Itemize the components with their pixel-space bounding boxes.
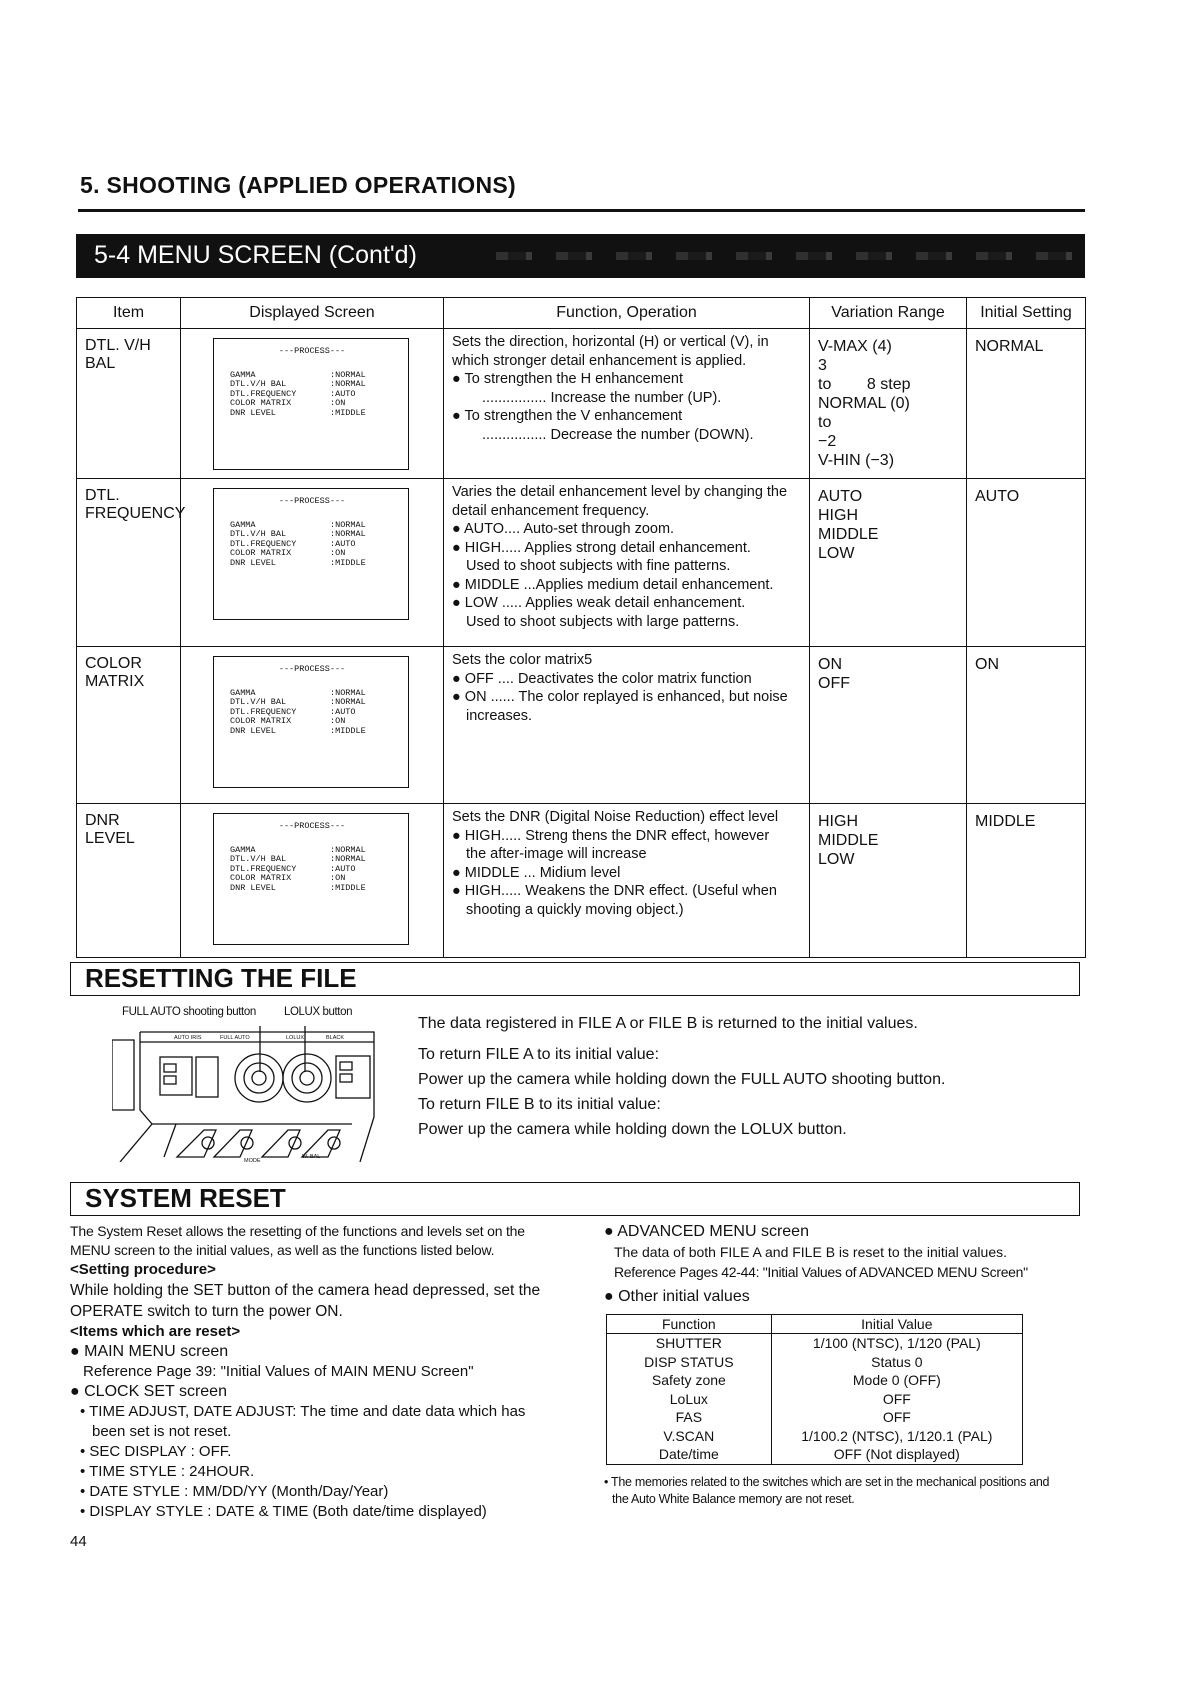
screen-line-value: :MIDDLE — [330, 882, 366, 893]
screen-line-key: GAMMA — [230, 844, 256, 855]
resetting-line-3: Power up the camera while holding down the FULL AUTO shooting button. — [418, 1071, 946, 1088]
menu-row — [77, 804, 1086, 958]
screen-line-key: COLOR MATRIX — [230, 716, 292, 726]
clock-item-3: • TIME STYLE : 24HOUR. — [80, 1463, 255, 1480]
function-line: ● ON ...... The color replayed is enhanced, but noise — [452, 689, 788, 705]
screen-line-key: DTL.FREQUENCY — [230, 863, 297, 874]
screen-line-value: :AUTO — [330, 706, 356, 717]
variation-range-values: ON OFF — [818, 656, 850, 692]
screen-line-key: DTL.V/H BAL — [230, 529, 287, 539]
menu-table — [76, 297, 1086, 958]
menu-item-name: COLOR MATRIX — [77, 647, 181, 804]
resetting-text — [418, 1011, 945, 1142]
initial-table-row — [607, 1408, 1023, 1427]
initial-table-value: OFF — [771, 1408, 1022, 1427]
screen-title: ---PROCESS--- — [278, 496, 346, 506]
function-line: ................ Decrease the number (DOWN). — [482, 426, 754, 443]
function-line: Sets the direction, horizontal (H) or vertical (V), in which stronger detail enhancement is applied. — [452, 334, 769, 369]
advanced-menu-item: ● ADVANCED MENU screen — [604, 1223, 809, 1240]
function-operation-cell — [444, 479, 810, 647]
screen-line-key: DNR LEVEL — [230, 407, 276, 418]
initial-setting-cell: AUTO — [967, 479, 1086, 647]
initial-table-row — [607, 1353, 1023, 1372]
initial-table-function: V.SCAN — [607, 1427, 772, 1446]
header-initial: Initial Setting — [967, 298, 1086, 329]
advanced-menu-reference: Reference Pages 42-44: "Initial Values of ADVANCED MENU Screen" — [614, 1264, 1028, 1280]
section-banner-title: 5-4 MENU SCREEN (Cont'd) — [94, 241, 417, 269]
function-line: ● HIGH..... Streng thens the DNR effect, however — [452, 827, 770, 844]
screen-line-key: COLOR MATRIX — [230, 873, 292, 883]
setting-procedure-heading: <Setting procedure> — [70, 1261, 216, 1278]
menu-row — [77, 479, 1086, 647]
screen-line-value: :NORMAL — [330, 519, 366, 530]
initial-values-table — [606, 1314, 1023, 1465]
clock-item-4: • DATE STYLE : MM/DD/YY (Month/Day/Year) — [80, 1483, 389, 1500]
menu-table-header — [77, 298, 1086, 329]
clock-set-item: ● CLOCK SET screen — [70, 1383, 227, 1400]
function-line: ................ Increase the number (UP). — [482, 389, 722, 406]
function-line: ● MIDDLE ...Applies medium detail enhancement. — [452, 576, 774, 593]
resetting-line-2: To return FILE A to its initial value: — [418, 1046, 660, 1063]
resetting-line-5: Power up the camera while holding down the LOLUX button. — [418, 1121, 847, 1138]
initial-table-function: FAS — [607, 1408, 772, 1427]
screen-line-value: :AUTO — [330, 863, 356, 874]
resetting-line-4: To return FILE B to its initial value: — [418, 1096, 661, 1113]
function-line: Sets the DNR (Digital Noise Reduction) effect level — [452, 809, 779, 825]
memories-note: • The memories related to the switches which are set in the mechanical positions and the Auto White Balance memory are not reset. — [604, 1475, 1050, 1506]
screen-title: ---PROCESS--- — [278, 664, 346, 674]
screen-line-value: :NORMAL — [330, 697, 366, 707]
function-line: increases. — [466, 707, 533, 724]
screen-line — [230, 559, 408, 569]
screen-line-key: DTL.FREQUENCY — [230, 706, 297, 717]
screen-line-key: GAMMA — [230, 369, 256, 380]
menu-screen-preview — [213, 338, 409, 470]
initial-table-value: OFF — [771, 1390, 1022, 1409]
displayed-screen-cell — [181, 647, 444, 804]
system-reset-intro: The System Reset allows the resetting of the functions and levels set on the MENU screen to the initial values, as well as the functions listed below. — [70, 1223, 525, 1258]
section-banner — [76, 234, 1085, 278]
chapter-rule — [78, 209, 1085, 212]
screen-line-value: :NORMAL — [330, 687, 366, 698]
clock-item-5: • DISPLAY STYLE : DATE & TIME (Both date/time displayed) — [80, 1503, 487, 1520]
resetting-title: RESETTING THE FILE — [85, 963, 357, 993]
screen-line-value: :AUTO — [330, 538, 356, 549]
clock-item-1: • TIME ADJUST, DATE ADJUST: The time and date data which has been set is not reset. — [80, 1403, 526, 1440]
screen-line — [230, 884, 408, 894]
resetting-section-box — [70, 962, 1080, 996]
screen-line-value: :MIDDLE — [330, 557, 366, 568]
menu-screen-preview — [213, 813, 409, 945]
screen-line — [230, 409, 408, 419]
screen-line-value: :ON — [330, 548, 346, 558]
menu-screen-preview — [213, 488, 409, 620]
function-line: ● AUTO.... Auto-set through zoom. — [452, 521, 675, 537]
function-operation-cell — [444, 329, 810, 479]
screen-line-value: :ON — [330, 398, 346, 408]
initial-table-row — [607, 1445, 1023, 1464]
header-range: Variation Range — [810, 298, 967, 329]
initial-table-function: DISP STATUS — [607, 1353, 772, 1372]
full-auto-callout: FULL AUTO shooting button — [122, 1006, 256, 1018]
menu-item-name: DTL. FREQUENCY — [77, 479, 181, 647]
resetting-line-1: The data registered in FILE A or FILE B is returned to the initial values. — [418, 1015, 918, 1032]
screen-line-key: DNR LEVEL — [230, 882, 276, 893]
function-line: the after-image will increase — [466, 846, 647, 862]
screen-line-key: GAMMA — [230, 687, 256, 698]
function-operation-cell — [444, 647, 810, 804]
initial-table-function: Date/time — [607, 1445, 772, 1464]
variation-range-cell — [810, 329, 967, 479]
screen-line-key: DNR LEVEL — [230, 557, 276, 568]
initial-table-row — [607, 1390, 1023, 1409]
advanced-menu-text: The data of both FILE A and FILE B is reset to the initial values. — [614, 1244, 1008, 1260]
initial-table-value: 1/100 (NTSC), 1/120 (PAL) — [771, 1334, 1022, 1353]
function-line: ● To strengthen the V enhancement — [452, 408, 683, 424]
screen-line-key: DTL.V/H BAL — [230, 379, 287, 389]
screen-line-value: :ON — [330, 716, 346, 726]
screen-line-value: :NORMAL — [330, 529, 366, 539]
screen-line-key: DTL.V/H BAL — [230, 697, 287, 707]
function-line: Used to shoot subjects with large patterns. — [466, 613, 740, 630]
function-line: Varies the detail enhancement level by changing the detail enhancement frequency. — [452, 484, 788, 519]
screen-line-value: :AUTO — [330, 388, 356, 399]
header-item: Item — [77, 298, 181, 329]
initial-setting-cell: MIDDLE — [967, 804, 1086, 958]
screen-line-value: :NORMAL — [330, 854, 366, 864]
screen-line-key: COLOR MATRIX — [230, 398, 292, 408]
other-initial-values: ● Other initial values — [604, 1288, 750, 1305]
chapter-title: 5. SHOOTING (APPLIED OPERATIONS) — [80, 172, 516, 198]
menu-row — [77, 329, 1086, 479]
header-screen: Displayed Screen — [181, 298, 444, 329]
screen-line-key: GAMMA — [230, 519, 256, 530]
screen-line-key: DNR LEVEL — [230, 725, 276, 736]
panel-label-lolux: LOLUX — [286, 1035, 305, 1041]
screen-line-key: DTL.FREQUENCY — [230, 388, 297, 399]
variation-range-values: AUTO HIGH MIDDLE LOW — [818, 488, 879, 562]
header-function: Function, Operation — [444, 298, 810, 329]
initial-table-value: 1/100.2 (NTSC), 1/120.1 (PAL) — [771, 1427, 1022, 1446]
screen-line-key: DTL.V/H BAL — [230, 854, 287, 864]
initial-setting-cell: NORMAL — [967, 329, 1086, 479]
menu-item-name: DNR LEVEL — [77, 804, 181, 958]
variation-range-cell — [810, 804, 967, 958]
initial-table-header-function: Function — [607, 1315, 772, 1334]
screen-line-value: :NORMAL — [330, 369, 366, 380]
initial-table-header-value: Initial Value — [771, 1315, 1022, 1334]
initial-setting-cell: ON — [967, 647, 1086, 804]
displayed-screen-cell — [181, 804, 444, 958]
screen-line-value: :NORMAL — [330, 844, 366, 855]
panel-label-wbal: W. BAL — [302, 1154, 321, 1160]
panel-label-black: BLACK — [326, 1035, 345, 1041]
function-line: Used to shoot subjects with fine patterns. — [466, 558, 731, 574]
function-operation-cell — [444, 804, 810, 958]
setting-procedure-text: While holding the SET button of the camera head depressed, set the OPERATE switch to turn the power ON. — [70, 1282, 541, 1320]
initial-table-function: Safety zone — [607, 1371, 772, 1390]
variation-range-cell — [810, 647, 967, 804]
displayed-screen-cell — [181, 329, 444, 479]
function-line: ● HIGH..... Weakens the DNR effect. (Useful when — [452, 883, 777, 899]
screen-title: ---PROCESS--- — [278, 821, 346, 831]
menu-item-name: DTL. V/H BAL — [77, 329, 181, 479]
displayed-screen-cell — [181, 479, 444, 647]
initial-table-function: LoLux — [607, 1390, 772, 1409]
system-reset-right-column — [604, 1222, 1084, 1307]
panel-label-auto-iris: AUTO IRIS — [174, 1035, 202, 1041]
screen-line — [230, 727, 408, 737]
function-line: ● HIGH..... Applies strong detail enhancement. — [452, 539, 751, 556]
variation-range-values: V-MAX (4) 3 to 8 step NORMAL (0) to −2 V-HIN (−3) — [818, 338, 911, 469]
variation-range-cell — [810, 479, 967, 647]
initial-table-value: Mode 0 (OFF) — [771, 1371, 1022, 1390]
camera-panel-illustration — [112, 1012, 388, 1162]
clock-item-2: • SEC DISPLAY : OFF. — [80, 1443, 232, 1460]
system-reset-left-column — [70, 1222, 560, 1522]
lolux-callout: LOLUX button — [284, 1006, 353, 1018]
screen-line-value: :ON — [330, 873, 346, 883]
function-line: shooting a quickly moving object.) — [466, 901, 684, 918]
function-line: ● LOW ..... Applies weak detail enhancement. — [452, 595, 746, 611]
main-menu-reference: Reference Page 39: "Initial Values of MAIN MENU Screen" — [83, 1363, 474, 1380]
initial-table-function: SHUTTER — [607, 1334, 772, 1353]
screen-line-value: :MIDDLE — [330, 407, 366, 418]
menu-row — [77, 647, 1086, 804]
page-number: 44 — [70, 1533, 87, 1550]
initial-table-row — [607, 1427, 1023, 1446]
screen-line-key: DTL.FREQUENCY — [230, 538, 297, 549]
variation-range-values: HIGH MIDDLE LOW — [818, 813, 879, 868]
initial-table-row — [607, 1371, 1023, 1390]
panel-label-mode: MODE — [244, 1158, 261, 1162]
initial-table-row — [607, 1334, 1023, 1353]
function-line: ● To strengthen the H enhancement — [452, 371, 683, 387]
screen-line-key: COLOR MATRIX — [230, 548, 292, 558]
system-reset-title: SYSTEM RESET — [85, 1183, 286, 1213]
panel-label-full-auto: FULL AUTO — [220, 1035, 250, 1041]
screen-line-value: :NORMAL — [330, 379, 366, 389]
banner-texture — [496, 252, 1076, 260]
function-line: ● MIDDLE ... Midium level — [452, 864, 621, 881]
function-line: ● OFF .... Deactivates the color matrix function — [452, 670, 752, 687]
menu-screen-preview — [213, 656, 409, 788]
system-reset-section-box — [70, 1182, 1080, 1216]
initial-table-value: OFF (Not displayed) — [771, 1445, 1022, 1464]
items-reset-heading: <Items which are reset> — [70, 1323, 241, 1340]
clock-set-list — [70, 1402, 560, 1522]
function-line: Sets the color matrix5 — [452, 652, 593, 668]
main-menu-item: ● MAIN MENU screen — [70, 1343, 229, 1360]
screen-line-value: :MIDDLE — [330, 725, 366, 736]
initial-table-value: Status 0 — [771, 1353, 1022, 1372]
screen-title: ---PROCESS--- — [278, 346, 346, 356]
